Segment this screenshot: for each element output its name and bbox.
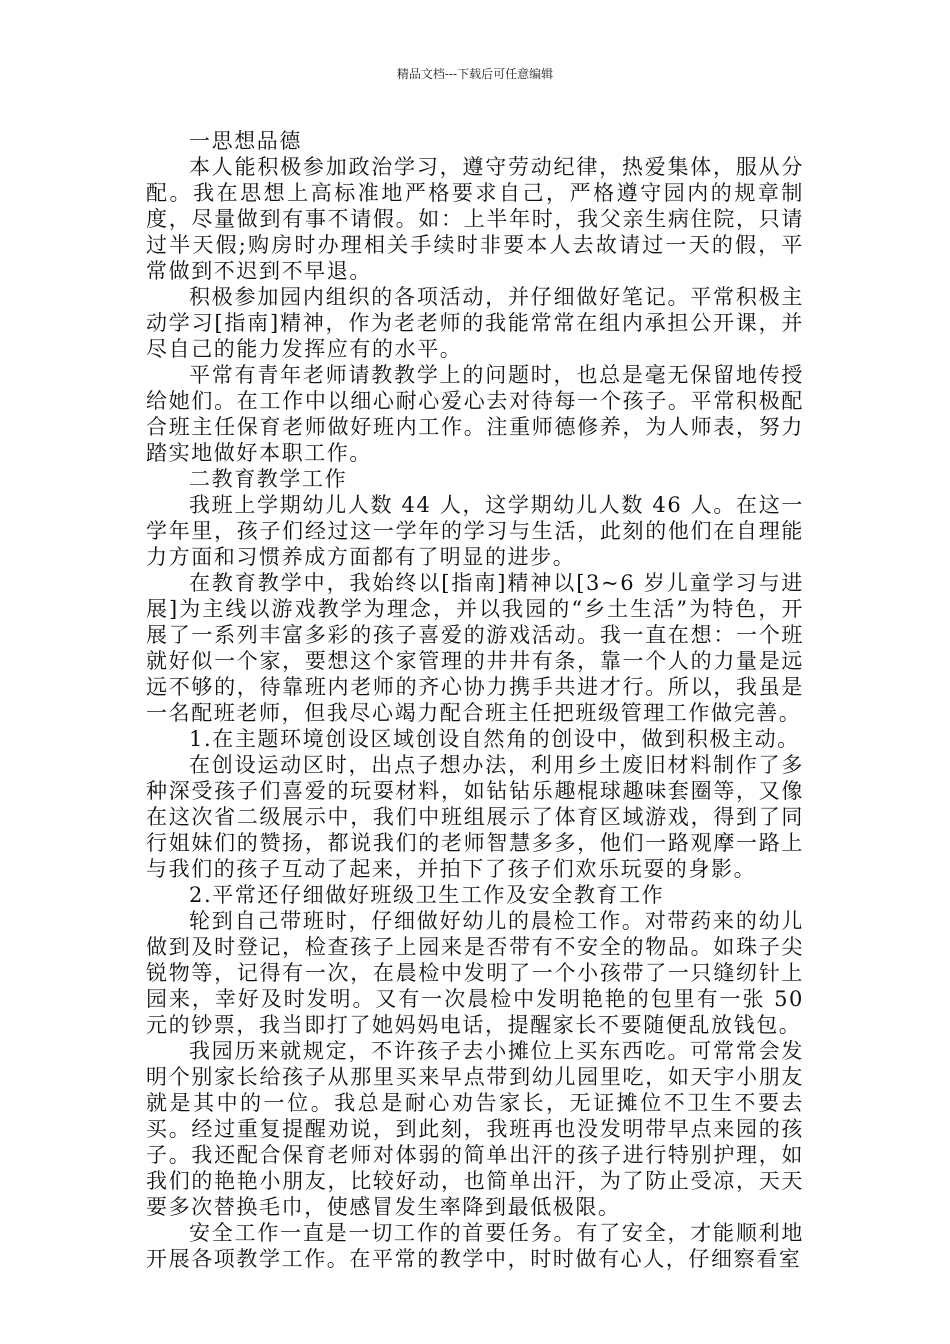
- paragraph: 轮到自己带班时，仔细做好幼儿的晨检工作。对带药来的幼儿做到及时登记，检查孩子上园来是否带有不安全的物品。如珠子尖锐物等，记得有一次，在晨检中发明了一个小孩带了一只缝纫针上园来，幸好及时发明。又有一次晨检中发明艳艳的包里有一张 50 元的钞票，我当即打了她妈妈电话，提醒家长不要随便乱放钱包。: [146, 909, 804, 1037]
- paragraph: 在创设运动区时，出点子想办法，利用乡土废旧材料制作了多种深受孩子们喜爱的玩耍材料，如钻钻乐趣棍球趣味套圈等，又像在这次省二级展示中，我们中班组展示了体育区域游戏，得到了同行姐妹们的赞扬，都说我们的老师智慧多多，他们一路观摩一路上与我们的孩子互动了起来，并拍下了孩子们欢乐玩耍的身影。: [146, 753, 804, 881]
- paragraph: 安全工作一直是一切工作的首要任务。有了安全，才能顺利地开展各项教学工作。在平常的教学中，时时做有心人，仔细察看室: [146, 1221, 804, 1271]
- document-body: [146, 128, 804, 1272]
- paragraph: 我班上学期幼儿人数 44 人，这学期幼儿人数 46 人。在这一学年里，孩子们经过这一学年的学习与生活，此刻的他们在自理能力方面和习惯养成方面都有了明显的进步。: [146, 493, 804, 569]
- section-heading-teaching: 二教育教学工作: [189, 467, 348, 491]
- subheading-hygiene-safety: 2.平常还仔细做好班级卫生工作及安全教育工作: [189, 883, 665, 907]
- paragraph: 在教育教学中，我始终以[指南]精神以[3~6 岁儿童学习与进展]为主线以游戏教学为理念，并以我园的“乡土生活”为特色，开展了一系列丰富多彩的孩子喜爱的游戏活动。我一直在想：一个班就好似一个家，要想这个家管理的井井有条，靠一个人的力量是远远不够的，待靠班内老师的齐心协力携手共进才行。所以，我虽是一名配班老师，但我尽心竭力配合班主任把班级管理工作做完善。: [146, 571, 804, 725]
- page-header: 精品文档---下载后可任意编辑: [396, 67, 554, 81]
- subheading-environment: 1.在主题环境创设区域创设自然角的创设中，做到积极主动。: [189, 727, 800, 751]
- paragraph: 本人能积极参加政治学习，遵守劳动纪律，热爱集体，服从分配。我在思想上高标准地严格要求自己，严格遵守园内的规章制度，尽量做到有事不请假。如：上半年时，我父亲生病住院，只请过半天假;购房时办理相关手续时非要本人去故请过一天的假，平常做到不迟到不早退。: [146, 155, 804, 283]
- paragraph: 积极参加园内组织的各项活动，并仔细做好笔记。平常积极主动学习[指南]精神，作为老老师的我能常常在组内承担公开课，并尽自己的能力发挥应有的水平。: [146, 285, 804, 361]
- paragraph: 我园历来就规定，不许孩子去小摊位上买东西吃。可常常会发明个别家长给孩子从那里买来早点带到幼儿园里吃，如天宇小朋友就是其中的一位。我总是耐心劝告家长，无证摊位不卫生不要去买。经过重复提醒劝说，到此刻，我班再也没发明带早点来园的孩子。我还配合保育老师对体弱的简单出汗的孩子进行特别护理，如我们的艳艳小朋友，比较好动，也简单出汗，为了防止受凉，天天要多次替换毛巾，使感冒发生率降到最低极限。: [146, 1039, 804, 1219]
- section-heading-moral: 一思想品德: [189, 129, 302, 153]
- paragraph: 平常有青年老师请教教学上的问题时，也总是毫无保留地传授给她们。在工作中以细心耐心爱心去对待每一个孩子。平常积极配合班主任保育老师做好班内工作。注重师德修养，为人师表，努力踏实地做好本职工作。: [146, 363, 804, 465]
